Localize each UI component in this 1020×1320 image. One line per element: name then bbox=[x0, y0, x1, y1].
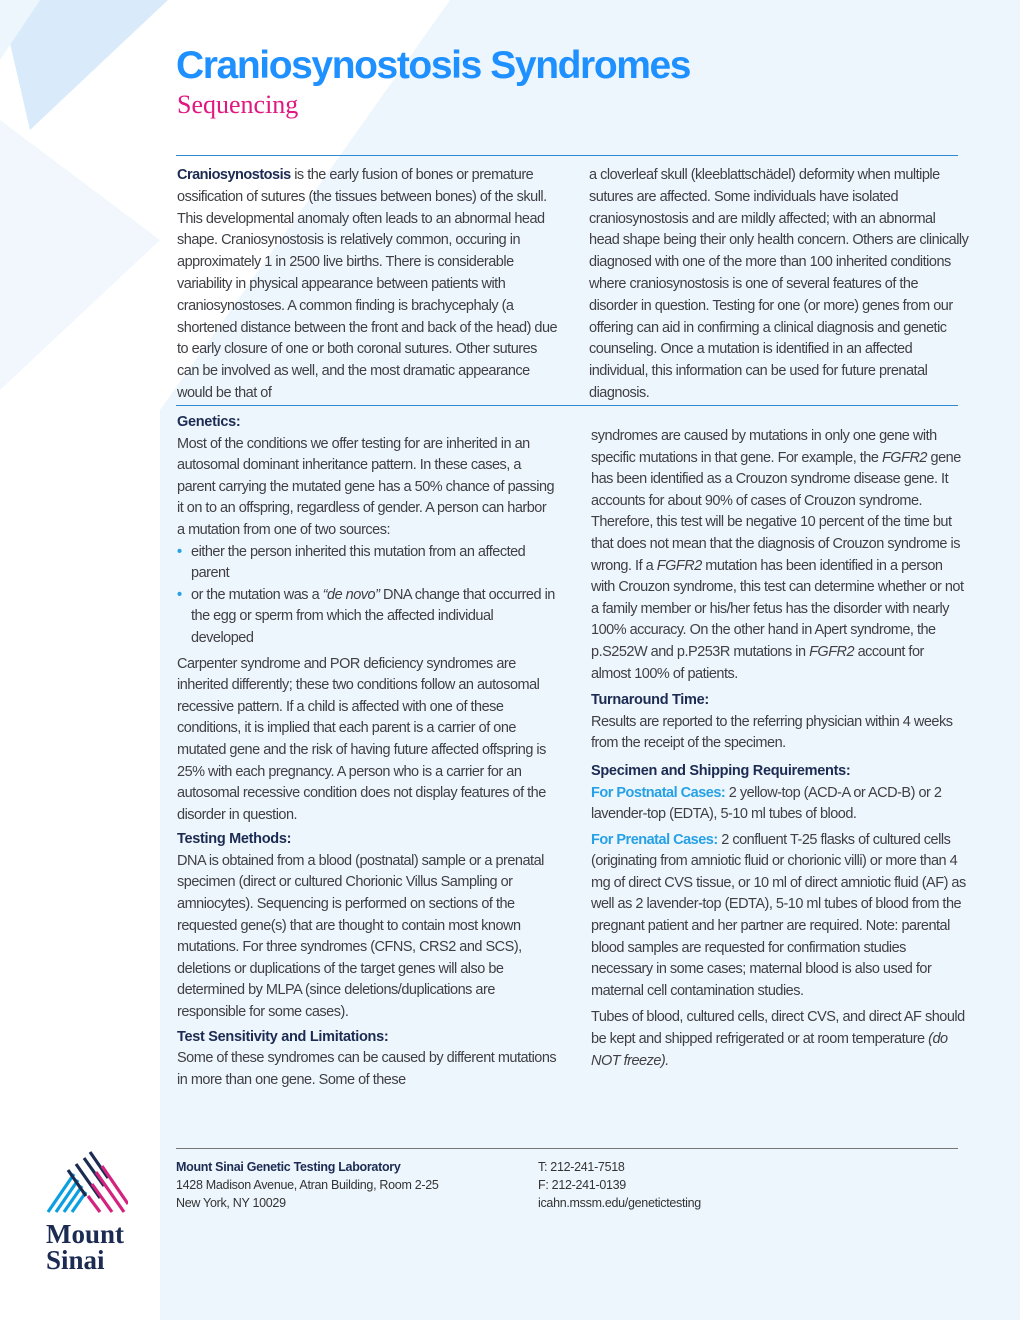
genetics-bullets bbox=[177, 542, 557, 650]
fax-number: F: 212-241-0139 bbox=[538, 1178, 626, 1192]
address-line-2: New York, NY 10029 bbox=[176, 1196, 286, 1210]
bullet-icon: • bbox=[177, 543, 182, 560]
testing-methods-heading: Testing Methods: bbox=[177, 831, 292, 848]
phone-number: T: 212-241-7518 bbox=[538, 1160, 625, 1174]
gene-name: FGFR2 bbox=[809, 643, 855, 660]
postnatal-requirements: For Postnatal Cases: 2 yellow-top (ACD-A or ACD-B) or 2 lavender-top (EDTA), 5-10 ml tubes of blood. bbox=[591, 784, 942, 823]
intro-right bbox=[589, 165, 969, 405]
sensitivity-heading: Test Sensitivity and Limitations: bbox=[177, 1028, 389, 1045]
header-divider bbox=[176, 155, 958, 156]
prenatal-label: For Prenatal Cases: bbox=[591, 831, 718, 848]
turnaround-heading: Turnaround Time: bbox=[591, 692, 709, 709]
specimen-heading: Specimen and Shipping Requirements: bbox=[591, 762, 851, 779]
genetics-para2: Carpenter syndrome and POR deficiency syndromes are inherited differently; these two conditions follow an autosomal recessive pattern. If a child is affected with one of these conditions, it is implied that each parent is a carrier of one mutated gene and the risk of having future affected offspring is 25% with each pregnancy. A person who is a carrier for an autosomal recessive condition does not display features of the disorder in question. bbox=[177, 655, 546, 823]
mount-sinai-logo-text: Mount Sinai bbox=[46, 1219, 125, 1275]
website-link[interactable]: icahn.mssm.edu/genetictesting bbox=[538, 1196, 701, 1210]
de-novo-term: “de novo” bbox=[322, 586, 380, 603]
footer-contact bbox=[538, 1158, 798, 1212]
list-item: • or the mutation was a “de novo” DNA change that occurred in the egg or sperm from which the affected individual developed bbox=[177, 586, 555, 646]
left-column bbox=[177, 412, 557, 1091]
intro-left-text: is the early fusion of bones or premature ossification of sutures (the tissues between bones) of the skull. This developmental anomaly often leads to an abnormal head shape. Craniosynostosis is relatively common, occuring in approximately 1 in 2500 live births. There is considerable variability in physical appearance between patients with craniosynostoses. A common finding is brachycephaly (a shortened distance between the front and back of the head) due to early closure of one or both coronal sutures. Other sutures can be involved as well, and the most dramatic appearance would be that of bbox=[177, 167, 558, 401]
lab-name: Mount Sinai Genetic Testing Laboratory bbox=[176, 1160, 401, 1174]
sensitivity-text: Some of these syndromes can be caused by different mutations in more than one gene. Some of these bbox=[177, 1050, 557, 1088]
footer-divider bbox=[176, 1148, 958, 1149]
footer-address bbox=[176, 1158, 516, 1212]
right-column bbox=[591, 426, 966, 1072]
address-line-1: 1428 Madison Avenue, Atran Building, Room 2-25 bbox=[176, 1178, 439, 1192]
page-title: Craniosynostosis Syndromes bbox=[176, 44, 691, 87]
intro-divider bbox=[176, 405, 958, 406]
list-item: • either the person inherited this mutation from an affected parent bbox=[177, 543, 526, 582]
mount-sinai-logo-icon bbox=[44, 1150, 128, 1216]
turnaround-text: Results are reported to the referring physician within 4 weeks from the receipt of the specimen. bbox=[591, 713, 953, 752]
prenatal-requirements: For Prenatal Cases: 2 confluent T-25 flasks of cultured cells (originating from amniotic fluid or chorionic villi) or more than 4 mg of direct CVS tissue, or 10 ml of direct amniotic fluid (AF) as well as 2 lavender-top (EDTA), 5-10 ml tubes of blood from the pregnant patient and her partner are required. Note: parental blood samples are requested for confirmation studies necessary in some cases; maternal blood is also used for maternal cell contamination studies. bbox=[591, 831, 966, 999]
sensitivity-continued: syndromes are caused by mutations in only one gene with specific mutations in that gene. For example, the FGFR2 gene has been identified as a Crouzon syndrome disease gene. It accounts for about 90% of cases of Crouzon syndrome. Therefore, this test will be negative 10 percent of the time but that does not mean that the diagnosis of Crouzon syndrome is wrong. If a FGFR2 mutation has been identified in a person with Crouzon syndrome, this test can determine whether or not a family member or his/her fetus has the disorder with nearly 100% accuracy. On the other hand in Apert syndrome, the p.S252W and p.P253R mutations in FGFR2 account for almost 100% of patients. bbox=[591, 428, 964, 682]
postnatal-label: For Postnatal Cases: bbox=[591, 784, 726, 801]
intro-right-text: a cloverleaf skull (kleeblattschädel) deformity when multiple sutures are affected. Some individuals have isolated craniosynostosis and are mildly affected; with an abnormal head shape being their only health concern. Others are clinically diagnosed with one of the more than 100 inherited conditions where craniosynostosis is one of several features of the disorder in question. Testing for one (or more) genes from our offering can aid in confirming a clinical diagnosis and genetic counseling. Once a mutation is identified in an affected individual, this information can be used for future prenatal diagnosis. bbox=[589, 167, 969, 401]
gene-name: FGFR2 bbox=[656, 557, 702, 574]
testing-methods-text: DNA is obtained from a blood (postnatal) sample or a prenatal specimen (direct or cultured Chorionic Villus Sampling or amniocytes). Sequencing is performed on sections of the requested gene(s) that are thought to contain most known mutations. For three syndromes (CFNS, CRS2 and SCS), deletions or duplications of the target genes will also be determined by MLPA (since deletions/duplications are responsible for some cases). bbox=[177, 852, 544, 1021]
bullet-icon: • bbox=[177, 586, 182, 603]
freeze-warning: (do NOT freeze). bbox=[591, 1031, 948, 1069]
gene-name: FGFR2 bbox=[881, 449, 927, 466]
shipping-text: Tubes of blood, cultured cells, direct CVS, and direct AF should be kept and shipped refrigerated or at room temperature (do NOT freeze). bbox=[591, 1009, 965, 1069]
page-subtitle: Sequencing bbox=[177, 90, 299, 119]
genetics-heading: Genetics: bbox=[177, 414, 241, 430]
intro-left bbox=[177, 165, 562, 405]
genetics-para1: Most of the conditions we offer testing for are inherited in an autosomal dominant inheritance pattern. In these cases, a parent carrying the mutated gene has a 50% chance of passing it on to an offspring, regardless of gender. A person can harbor a mutation from one of two sources: bbox=[177, 435, 555, 538]
intro-lead-term: Craniosynostosis bbox=[177, 167, 291, 183]
